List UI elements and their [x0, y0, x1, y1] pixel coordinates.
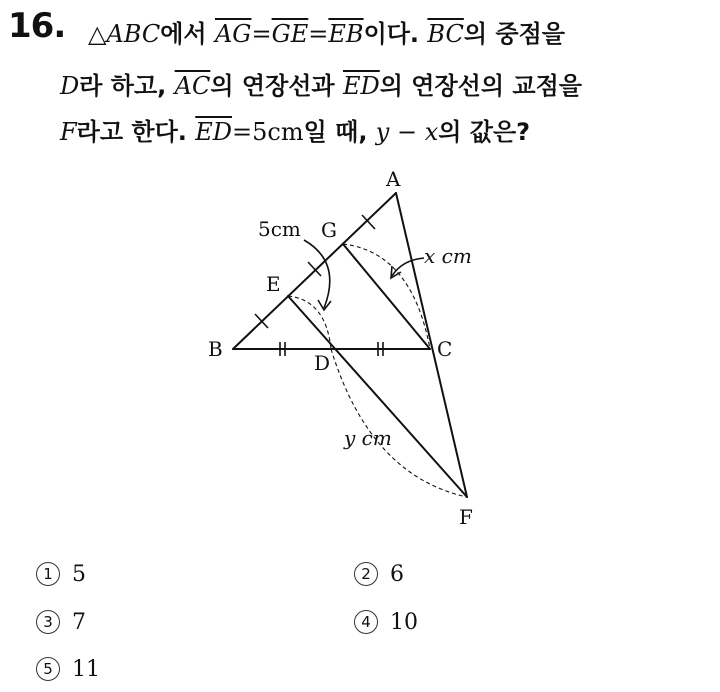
label-d: D	[314, 351, 331, 375]
choice-4-number: 4	[354, 610, 378, 634]
choice-3-value: 7	[72, 610, 86, 635]
label-f: F	[459, 505, 473, 529]
choice-1-value: 5	[72, 562, 86, 587]
choice-2-number: 2	[354, 562, 378, 586]
segment-ef-line	[288, 296, 467, 497]
tick-ag	[362, 215, 375, 229]
triangle-abc: △ABC	[88, 20, 161, 48]
label-xcm: x cm	[424, 244, 472, 268]
question-line-1: △ABC에서 $\overline{AG}=\overline{GE}=\overline{EB}$이다. $\overline{BC}$의 중점을	[88, 20, 565, 48]
segment-ac: $\overline{AC}$	[174, 72, 211, 100]
choice-2-value: 6	[390, 562, 404, 587]
segment-bc: $\overline{BC}$	[427, 20, 464, 48]
line-af	[396, 193, 467, 497]
arrow-5cm	[304, 240, 330, 308]
segment-ge: $\overline{GE}$	[271, 20, 309, 48]
label-ycm: y cm	[344, 426, 392, 450]
question-number: 16.	[8, 6, 66, 46]
choice-3[interactable]	[36, 610, 86, 635]
choice-5-value: 11	[72, 657, 100, 682]
choice-5-number: 5	[36, 657, 60, 681]
segment-ed: $\overline{ED}$	[195, 118, 232, 146]
choice-1-number: 1	[36, 562, 60, 586]
question-line-3: F라고 한다. $\overline{ED}=5cm$일 때, y − x의 값은?	[60, 118, 531, 146]
choice-4-value: 10	[390, 610, 418, 635]
segment-eb: $\overline{EB}$	[328, 20, 364, 48]
tick-ge	[308, 262, 321, 276]
label-5cm: 5cm	[258, 217, 301, 241]
arrow-xcm	[392, 258, 424, 276]
choice-3-number: 3	[36, 610, 60, 634]
choice-1[interactable]	[36, 562, 86, 587]
label-a: A	[386, 167, 401, 191]
label-e: E	[266, 272, 281, 296]
segment-ag: $\overline{AG}$	[214, 20, 252, 48]
choice-5[interactable]	[36, 657, 100, 682]
choice-2[interactable]	[354, 562, 404, 587]
label-g: G	[321, 218, 337, 242]
segment-ed: $\overline{ED}$	[342, 72, 380, 100]
choice-4[interactable]	[354, 610, 418, 635]
label-c: C	[437, 337, 453, 361]
label-b: B	[208, 337, 223, 361]
question-line-2: D라 하고, $\overline{AC}$의 연장선과 $\overline{ED}$의 연장선의 교점을	[60, 72, 582, 100]
